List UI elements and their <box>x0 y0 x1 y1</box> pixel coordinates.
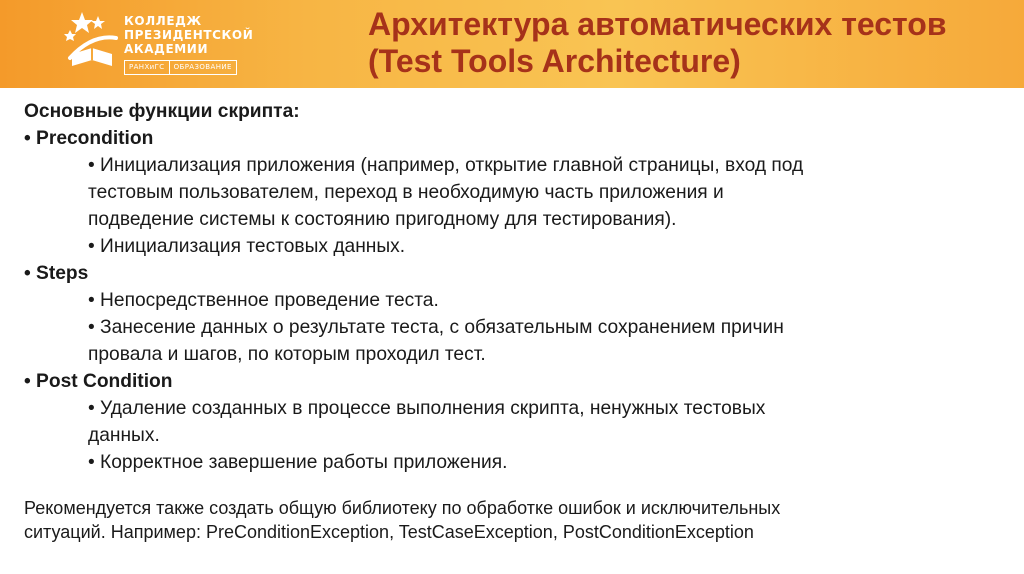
list-item: • Инициализация тестовых данных. <box>88 236 406 257</box>
title-line: (Test Tools Architecture) <box>368 43 741 79</box>
logo-tag-ranepa: РАНХиГС <box>129 63 165 71</box>
list-item: подведение системы к состоянию пригодному для тестирования). <box>88 209 677 230</box>
stars-book-icon <box>62 8 124 70</box>
section-label: • Precondition <box>24 128 154 149</box>
functions-heading: Основные функции скрипта: <box>24 101 300 122</box>
section-label: • Steps <box>24 263 89 284</box>
list-item: • Занесение данных о результате теста, с обязательным сохранением причин <box>88 317 784 338</box>
list-item: • Корректное завершение работы приложения. <box>88 452 508 473</box>
logo-line: АКАДЕМИИ <box>124 42 209 56</box>
header-bar <box>0 0 1024 88</box>
spacer <box>24 476 1004 496</box>
slide-title <box>368 6 1008 80</box>
logo-text <box>124 14 253 56</box>
logo-tagline <box>124 60 237 75</box>
recommendation-note: Рекомендуется также создать общую библиотеку по обработке ошибок и исключительных <box>24 498 781 518</box>
list-item: данных. <box>88 425 160 446</box>
logo-tag-education: ОБРАЗОВАНИЕ <box>169 61 236 74</box>
list-item: провала и шагов, по которым проходил тест. <box>88 344 486 365</box>
section-label: • Post Condition <box>24 371 173 392</box>
college-logo <box>62 8 262 82</box>
logo-line: ПРЕЗИДЕНТСКОЙ <box>124 28 254 42</box>
list-item: • Инициализация приложения (например, открытие главной страницы, вход под <box>88 155 804 176</box>
recommendation-note: ситуаций. Например: PreConditionException, TestCaseException, PostConditionException <box>24 522 754 542</box>
list-item: • Удаление созданных в процессе выполнения скрипта, ненужных тестовых <box>88 398 766 419</box>
list-item: тестовым пользователем, переход в необходимую часть приложения и <box>88 182 724 203</box>
logo-line: КОЛЛЕДЖ <box>124 14 202 28</box>
list-item: • Непосредственное проведение теста. <box>88 290 439 311</box>
slide-body <box>24 98 1004 544</box>
title-line: Архитектура автоматических тестов <box>368 6 947 42</box>
